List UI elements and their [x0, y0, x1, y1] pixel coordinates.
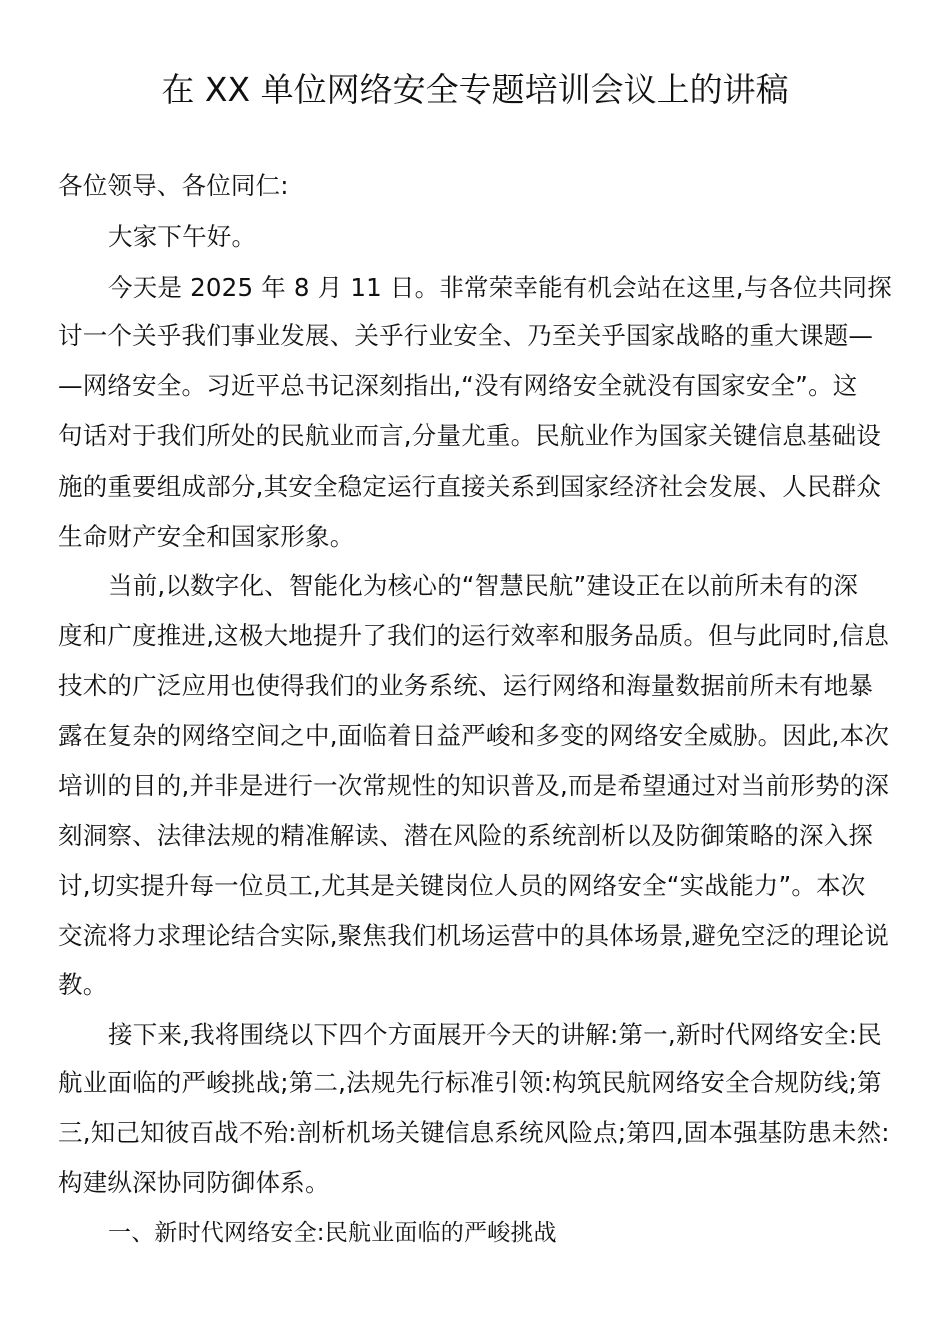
paragraph-line: 生命财产安全和国家形象。: [58, 522, 355, 551]
paragraph-line: 讨,切实提升每一位员工,尤其是关键岗位人员的网络安全“实战能力”。本次: [58, 871, 866, 900]
paragraph-line: 培训的目的,并非是进行一次常规性的知识普及,而是希望通过对当前形势的深: [58, 771, 890, 800]
paragraph-line: —网络安全。习近平总书记深刻指出,“没有网络安全就没有国家安全”。这: [58, 371, 858, 400]
greeting: 大家下午好。: [108, 222, 257, 251]
section-heading: 一、新时代网络安全:民航业面临的严峻挑战: [108, 1220, 557, 1246]
document-title: 在 XX 单位网络安全专题培训会议上的讲稿: [161, 70, 789, 109]
paragraph-line: 刻洞察、法律法规的精准解读、潜在风险的系统剖析以及防御策略的深入探: [58, 821, 874, 850]
salutation: 各位领导、各位同仁:: [58, 171, 289, 200]
paragraph-line: 航业面临的严峻挑战;第二,法规先行标准引领:构筑民航网络安全合规防线;第: [58, 1068, 882, 1097]
paragraph-line: 施的重要组成部分,其安全稳定运行直接关系到国家经济社会发展、人民群众: [58, 472, 882, 501]
paragraph-line: 交流将力求理论结合实际,聚焦我们机场运营中的具体场景,避免空泛的理论说: [58, 921, 890, 950]
paragraph-line: 今天是 2025 年 8 月 11 日。非常荣幸能有机会站在这里,与各位共同探: [108, 273, 892, 302]
paragraph-line: 接下来,我将围绕以下四个方面展开今天的讲解:第一,新时代网络安全:民: [108, 1020, 882, 1049]
paragraph-line: 当前,以数字化、智能化为核心的“智慧民航”建设正在以前所未有的深: [108, 571, 859, 600]
paragraph-line: 三,知己知彼百战不殆:剖析机场关键信息系统风险点;第四,固本强基防患未然:: [58, 1118, 890, 1147]
paragraph-line: 露在复杂的网络空间之中,面临着日益严峻和多变的网络安全威胁。因此,本次: [58, 721, 890, 750]
paragraph-line: 讨一个关乎我们事业发展、关乎行业安全、乃至关乎国家战略的重大课题—: [58, 321, 874, 350]
paragraph-line: 技术的广泛应用也使得我们的业务系统、运行网络和海量数据前所未有地暴: [58, 671, 874, 700]
paragraph-line: 句话对于我们所处的民航业而言,分量尤重。民航业作为国家关键信息基础设: [58, 421, 882, 450]
paragraph-line: 教。: [58, 970, 108, 999]
paragraph-line: 构建纵深协同防御体系。: [58, 1168, 330, 1197]
paragraph-line: 度和广度推进,这极大地提升了我们的运行效率和服务品质。但与此同时,信息: [58, 621, 890, 650]
